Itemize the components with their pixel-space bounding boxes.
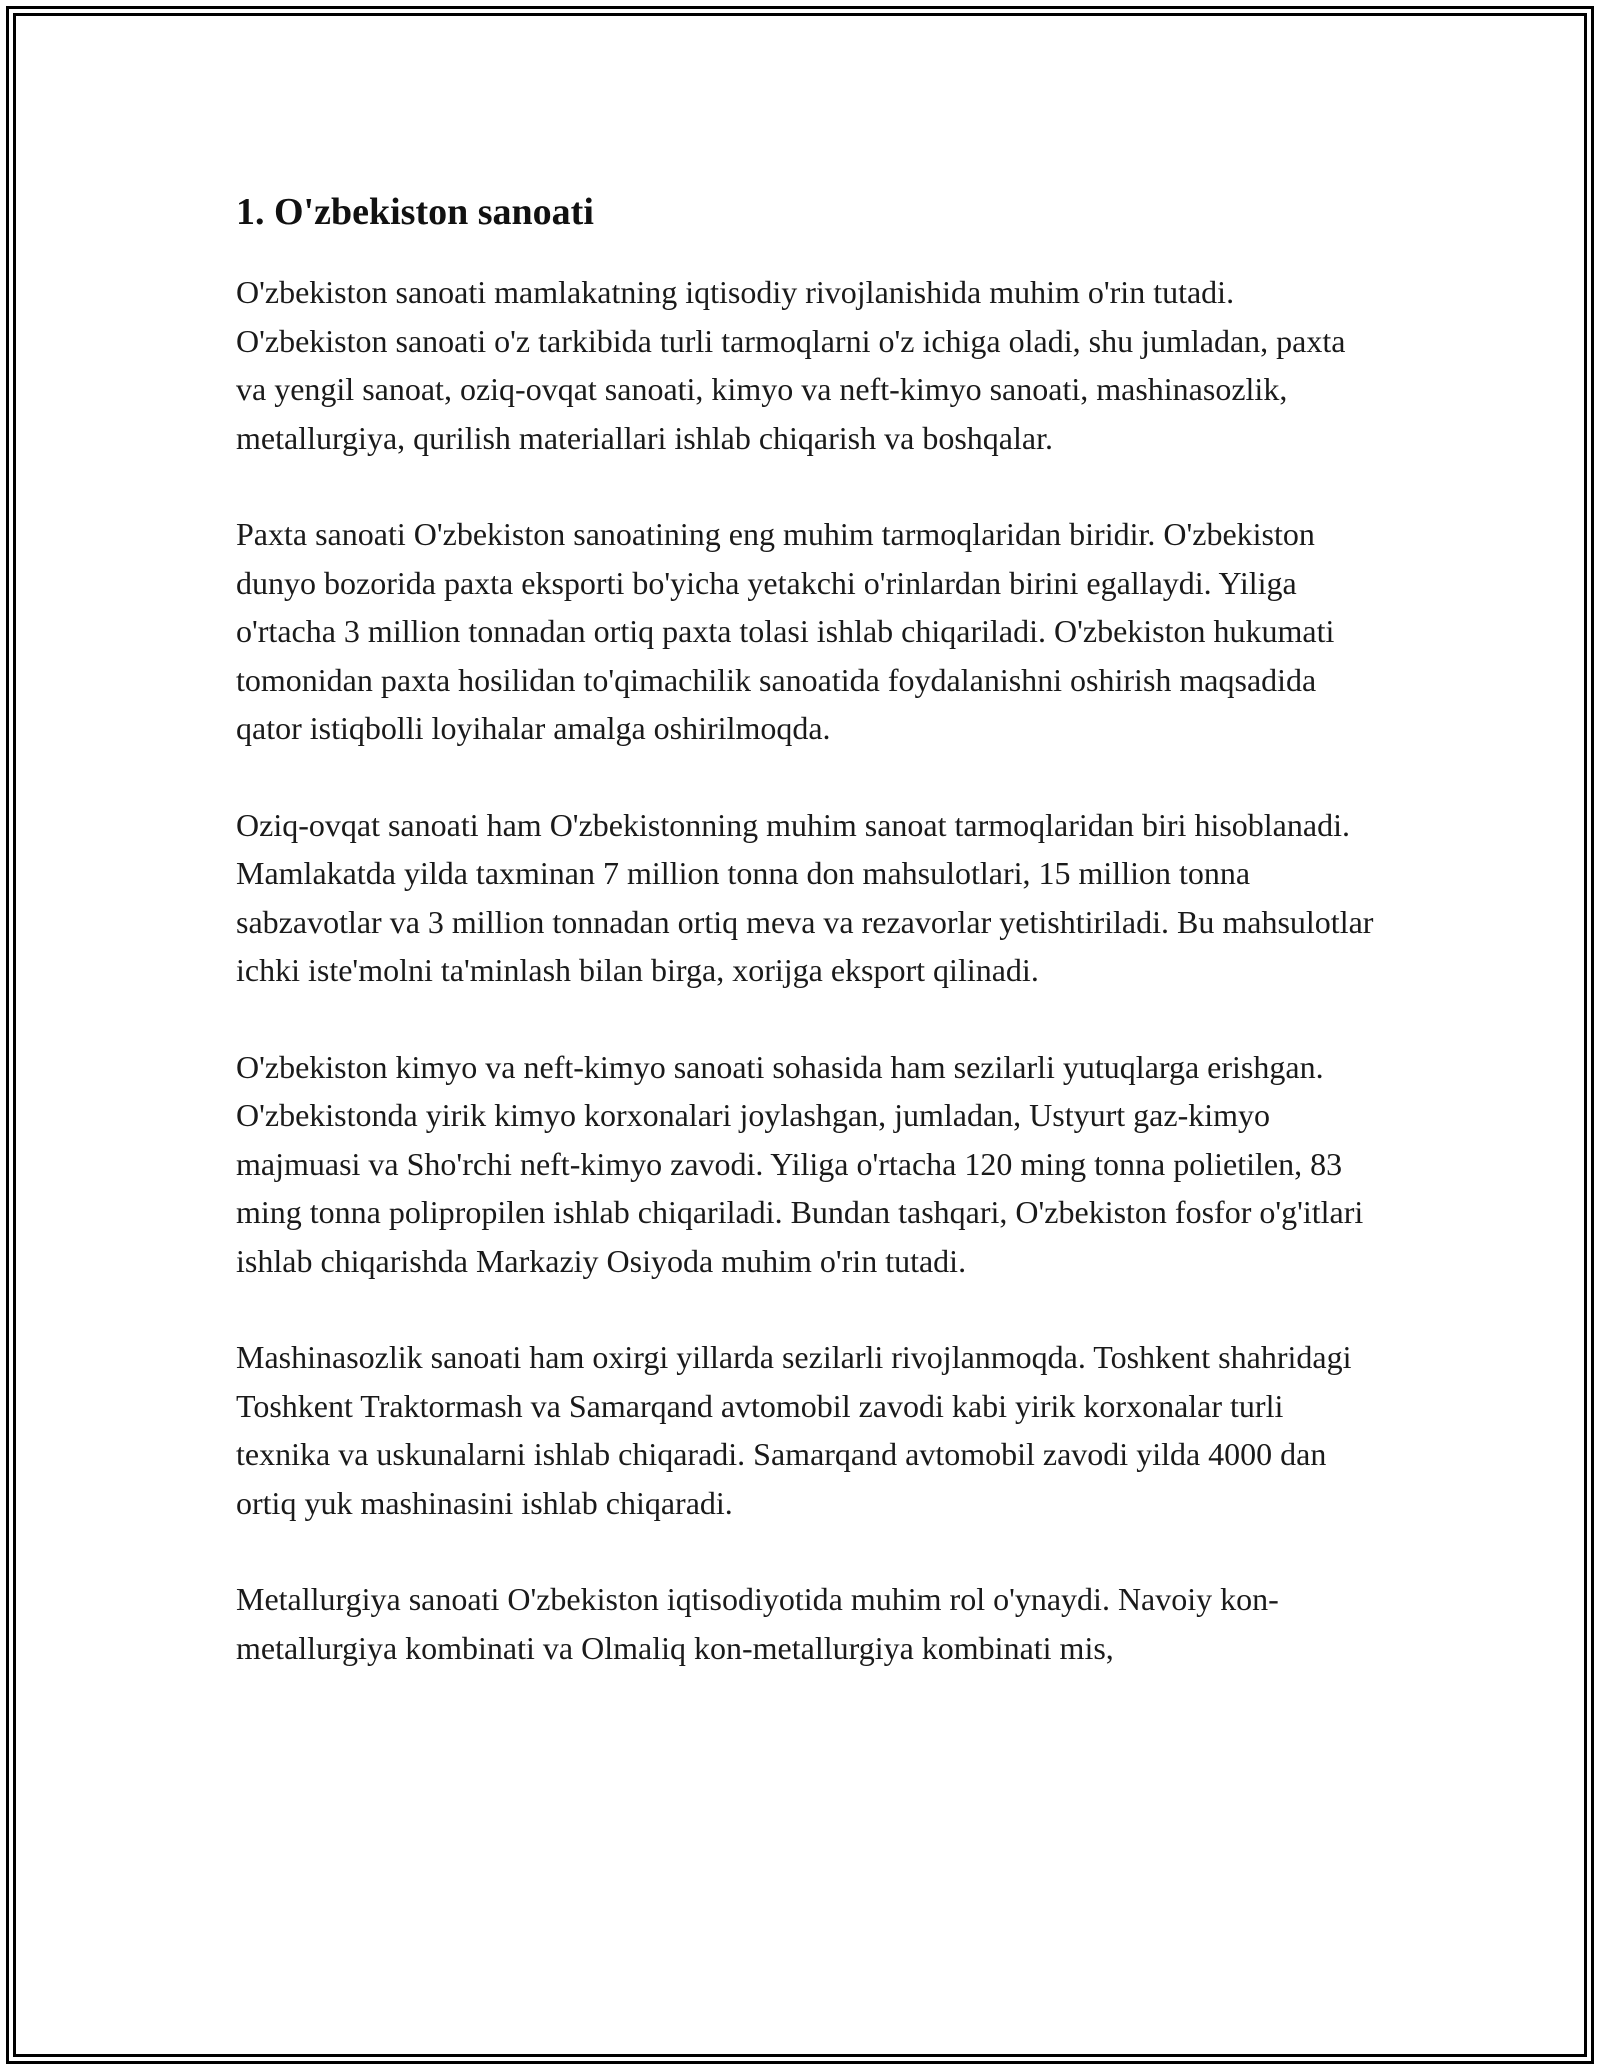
section-heading: 1. O'zbekiston sanoati <box>236 191 594 233</box>
paragraph-food-industry: Oziq-ovqat sanoati ham O'zbekistonning muhim sanoat tarmoqlaridan biri hisoblanadi. Mamlakatda yilda taxminan 7 million tonna don mahsulotlari, 15 million tonna sabzavotlar va 3 million tonnadan ortiq meva va rezavorlar yetishtiriladi. Bu mahsulotlar ichki iste'molni ta'minlash bilan birga, xorijga eksport qilinadi. <box>236 806 1374 988</box>
paragraph-machine-building: Mashinasozlik sanoati ham oxirgi yillarda sezilarli rivojlanmoqda. Toshkent shahridagi Toshkent Traktormash va Samarqand avtomobil zavodi kabi yirik korxonalar turli texnika va uskunalarni ishlab chiqaradi. Samarqand avtomobil zavodi yilda 4000 dan ortiq yuk mashinasini ishlab chiqaradi. <box>236 1339 1352 1521</box>
document-body <box>236 186 1376 1720</box>
paragraph-chemical-industry: O'zbekiston kimyo va neft-kimyo sanoati sohasida ham sezilarli yutuqlarga erishgan. O'zbekistonda yirik kimyo korxonalari joylashgan, jumladan, Ustyurt gaz-kimyo majmuasi va Sho'rchi neft-kimyo zavodi. Yiliga o'rtacha 120 ming tonna polietilen, 83 ming tonna polipropilen ishlab chiqariladi. Bundan tashqari, O'zbekiston fosfor o'g'itlari ishlab chiqarishda Markaziy Osiyoda muhim o'rin tutadi. <box>236 1048 1364 1279</box>
paragraph-overview: O'zbekiston sanoati mamlakatning iqtisodiy rivojlanishida muhim o'rin tutadi. O'zbekiston sanoati o'z tarkibida turli tarmoqlarni o'z ichiga oladi, shu jumladan, paxta va yengil sanoat, oziq-ovqat sanoati, kimyo va neft-kimyo sanoati, mashinasozlik, metallurgiya, qurilish materiallari ishlab chiqarish va boshqalar. <box>236 274 1346 456</box>
paragraph-metallurgy: Metallurgiya sanoati O'zbekiston iqtisodiyotida muhim rol o'ynaydi. Navoiy kon-metallurgiya kombinati va Olmaliq kon-metallurgiya kombinati mis, <box>236 1581 1279 1666</box>
paragraph-cotton-industry: Paxta sanoati O'zbekiston sanoatining eng muhim tarmoqlaridan biridir. O'zbekiston dunyo bozorida paxta eksporti bo'yicha yetakchi o'rinlardan birini egallaydi. Yiliga o'rtacha 3 million tonnadan ortiq paxta tolasi ishlab chiqariladi. O'zbekiston hukumati tomonidan paxta hosilidan to'qimachilik sanoatida foydalanishni oshirish maqsadida qator istiqbolli loyihalar amalga oshirilmoqda. <box>236 516 1335 746</box>
